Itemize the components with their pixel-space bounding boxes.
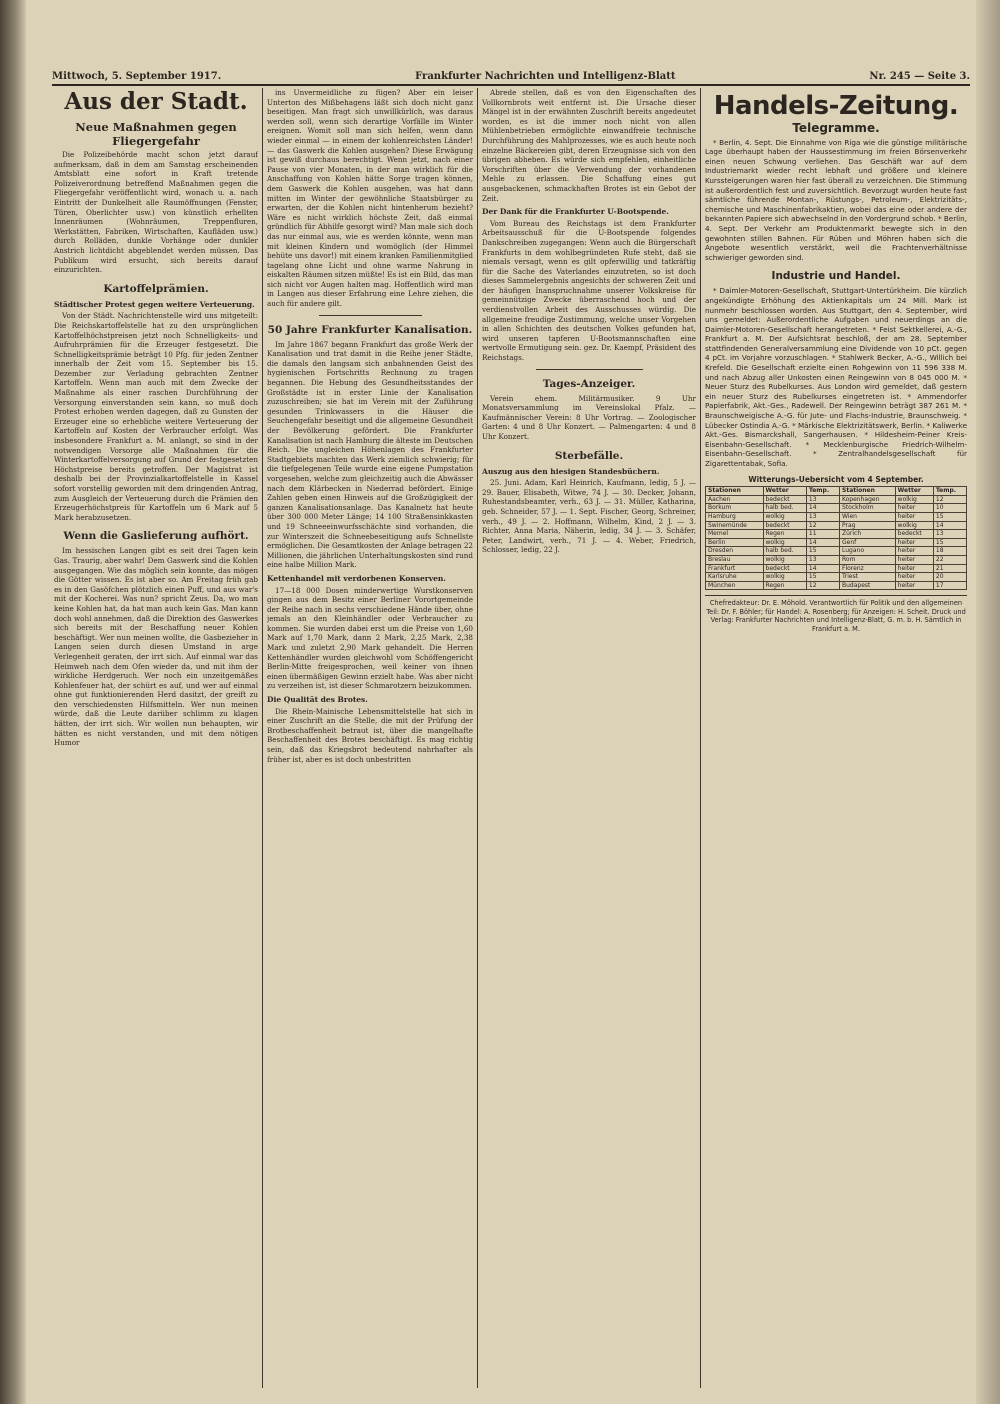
weather-cell: 10 — [933, 504, 966, 513]
weather-cell: heiter — [895, 538, 933, 547]
weather-row — [706, 547, 967, 556]
weather-title: Witterungs-Uebersicht vom 4 September. — [748, 474, 924, 484]
article-subtitle: Auszug aus den hiesigen Standesbüchern. — [482, 466, 660, 476]
weather-cell: München — [706, 581, 764, 590]
weather-cell: 18 — [933, 547, 966, 556]
weather-cell: 22 — [933, 555, 966, 564]
article-title: Die Qualität des Brotes. — [267, 695, 368, 705]
weather-cell: wolkig — [763, 538, 806, 547]
weather-cell: wolkig — [895, 495, 933, 504]
weather-cell: halb bed. — [763, 504, 806, 513]
weather-row — [706, 530, 967, 539]
weather-cell: halb bed. — [763, 547, 806, 556]
weather-row — [706, 504, 967, 513]
weather-cell: heiter — [895, 564, 933, 573]
weather-header-cell: Wetter — [895, 487, 933, 496]
article-title: Kettenhandel mit verdorbenen Konserven. — [267, 573, 446, 583]
weather-cell: 11 — [806, 530, 839, 539]
weather-cell: Prag — [840, 521, 896, 530]
weather-row — [706, 581, 967, 590]
weather-cell: 14 — [933, 521, 966, 530]
column-rule — [477, 88, 478, 1388]
article-text: Im hessischen Langen gibt es seit drei Tagen kein Gas. Traurig, aber wahr! Dem Gaswerk sind die Kohlen ausgegangen. Wie das möglich sein konnte, das mögen die Götter wissen. Es ist aber so. Am Freitag früh gab es in den Gasöfchen plötzlich einen Puff, und aus war's mit der Kocherei. Was nun? spricht Zeus. Da, wo man keine Kohlen hat, da hat man auch kein Gas. Man kann doch wohl annehmen, daß die Direktion des Gaswerkes sich bereits mit der Beschaffung neuer Kohlen beschäftigt. Wer nun meinen wollte, die Gasbezieher in Langen seien durch diesen Umstand in arge Verlegenheit geraten, der irrt sich. Auf einmal war das Heimweh nach dem Ofen wieder da, und mit ihm der wirkliche Herdgeruch. Wer noch ein unzeitgemäßes Kohlenfeuer hat, der schürt es auf, und wer auf einmal ohne gut funktionierenden Herd dasitzt, der greift zu den verschiedensten Hilfsmitteln. Wer nun meinen würde, daß die Leute darüber schlimm zu klagen hätten, der irrt sich. Wir wollen nun behaupten, wir hätten es nicht verstanden, und mit dem nötigen Humor — [54, 546, 258, 748]
weather-cell: heiter — [895, 581, 933, 590]
section-subtitle: Telegramme. — [792, 121, 880, 135]
weather-cell: Breslau — [706, 555, 764, 564]
weather-cell: Stockholm — [840, 504, 896, 513]
article-text: Verein ehem. Militärmusiker. 9 Uhr Monatsversammlung im Vereinslokal Pfalz. — Kaufmännischer Verein: 8 Uhr Vortrag. — Zoologischer Garten: 4 und 8 Uhr Konzert. — Palmengarten: 4 und 8 Uhr Konzert. — [482, 393, 696, 441]
weather-cell: wolkig — [895, 521, 933, 530]
weather-cell: 17 — [933, 581, 966, 590]
weather-header-row — [706, 487, 967, 496]
weather-cell: Rom — [840, 555, 896, 564]
weather-cell: Swinemünde — [706, 521, 764, 530]
separator — [536, 369, 643, 370]
article-title: Kartoffelprämien. — [103, 282, 209, 295]
weather-cell: Wien — [840, 512, 896, 521]
weather-cell: Regen — [763, 581, 806, 590]
column-2 — [267, 88, 473, 1388]
section-heading: Industrie und Handel. — [771, 270, 901, 283]
weather-cell: Hamburg — [706, 512, 764, 521]
weather-row — [706, 573, 967, 582]
weather-cell: 14 — [806, 504, 839, 513]
column-4 — [705, 88, 967, 1388]
weather-row — [706, 564, 967, 573]
article-title: Neue Maßnahmen gegen Fliegergefahr — [75, 120, 237, 148]
weather-header-cell: Stationen — [706, 487, 764, 496]
weather-cell: Regen — [763, 530, 806, 539]
weather-cell: 15 — [933, 512, 966, 521]
article-text: Die Polizeibehörde macht schon jetzt darauf aufmerksam, daß in dem am Samstag erscheinenden Amtsblatt eine sofort in Kraft tretende Polizeiverordnung betreffend Maßnahmen gegen die Fliegergefahr veröffentlicht wird, wonach u. a. nach Eintritt der Dunkelheit alle Raumöffnungen (Fenster, Türen, Oberlichter usw.) von künstlich erhellten Innenräumen (Wohnräumen, Treppenfluren, Werkstätten, Fabriken, Wirtschaften, Kaufläden usw.) durch Rolläden, dunkle Vorhänge oder dunkler Anstrich lichtdicht abgeblendet werden müssen. Das Publikum wird ersucht, sich bereits darauf einzurichten. — [54, 150, 258, 275]
weather-cell: 15 — [806, 573, 839, 582]
weather-cell: Berlin — [706, 538, 764, 547]
weather-cell: bedeckt — [763, 564, 806, 573]
article-title: Der Dank für die Frankfurter U-Bootspende. — [482, 207, 669, 217]
header-masthead: Frankfurter Nachrichten und Intelligenz-Blatt — [415, 71, 676, 82]
weather-cell: Memel — [706, 530, 764, 539]
article-title: Sterbefälle. — [554, 449, 624, 462]
weather-header-cell: Stationen — [840, 487, 896, 496]
weather-row — [706, 538, 967, 547]
weather-cell: 15 — [933, 538, 966, 547]
weather-table — [705, 486, 967, 590]
article-title: Tages-Anzeiger. — [542, 377, 636, 390]
weather-row — [706, 512, 967, 521]
weather-row — [706, 495, 967, 504]
weather-cell: Karlsruhe — [706, 573, 764, 582]
article-title: Wenn die Gaslieferung aufhört. — [63, 530, 249, 543]
page-header — [52, 60, 970, 86]
weather-cell: heiter — [895, 512, 933, 521]
weather-cell: Triest — [840, 573, 896, 582]
weather-cell: Borkum — [706, 504, 764, 513]
article-text: Abrede stellen, daß es von den Eigenschaften des Vollkornbrots weit entfernt ist. Die Ursache dieser Mängel ist in der erwähnten Zuschrift bereits angedeutet worden, es ist die immer noch nicht von allen Mühlenbetrieben ermöglichte einwandfreie technische Durchführung des Mahlprozesses, wie es auch heute noch einzelne Bäckereien gibt, deren Erzeugnisse sich von den übrigen abheben. Es würde sich empfehlen, einheitliche Vorschriften über die Verwendung der vorhandenen Mehle zu erlassen. Die Schaffung eines gut ausgebackenen, schmackhaften Brotes ist ein Gebot der Zeit. — [482, 88, 696, 203]
weather-cell: Florenz — [840, 564, 896, 573]
article-text: Von der Städt. Nachrichtenstelle wird uns mitgeteilt: Die Reichskartoffelstelle hat zu den ursprünglichen Kartoffelhöchstpreisen jetzt noch Schnelligkeits- und Aufruhrprämien für die Erzeuger festgesetzt. Die Schnelligkeitsprämie beträgt 10 Pfg. für jeden Zentner innerhalb der Zeit vom 15. September bis 15. Dezember zur Verladung gebrachten Zentner Kartoffeln. Wenn man auch mit dem Zwecke der Maßnahme als einer raschen Durchführung der Versorgung einverstanden sein kann, so muß doch Protest erhoben werden dagegen, daß zu Gunsten der Erzeuger eine so erhebliche weitere Verteuerung der Kartoffeln auf Kosten der Verbraucher erfolgt. Was insbesondere Frankfurt a. M. anlangt, so sind in der notwendigen Vorsorge alle Maßnahmen für die Winterkartoffelversorgung auf Grund der festgesetzten Höchstpreise bereits getroffen. Der Magistrat ist deshalb bei der Provinzialkartoffelstelle in Kassel sofort vorstellig geworden mit dem dringenden Antrag, zum Ausgleich der Verteuerung durch die Prämien den Erzeugerhöchstpreis für Kartoffeln um 6 Mark auf 5 Mark herabzusetzen. — [54, 311, 258, 522]
weather-cell: 14 — [806, 538, 839, 547]
section-title: Handels-Zeitung. — [713, 91, 959, 121]
column-rule — [700, 88, 701, 1388]
article-text: 17—18 000 Dosen minderwertige Wurstkonserven gingen aus dem Besitz einer Berliner Vorortgemeinde der Reihe nach in sechs verschiedene Hände über, ohne jemals an den Kleinhändler oder Verbraucher zu kommen. Sie wurden dabei erst um die Preise von 1,60 Mark auf 1,70 Mark, dann 2 Mark, 2,25 Mark, 2,38 Mark und zuletzt 2,90 Mark gehandelt. Die Herren Kettenhändler wurden gleichwohl vom Schöffengericht Berlin-Mitte freigesprochen, weil keiner von ihnen einen übermäßigen Gewinn erzielt habe. Was aber nicht zu verzeihen ist, ist dieser Schmarotzern beizukommen. — [267, 585, 473, 691]
article-text: * Daimler-Motoren-Gesellschaft, Stuttgart-Untertürkheim. Die kürzlich angekündigte Erhöhung des Aktienkapitals um 24 Mill. Mark ist nunmehr beschlossen worden. Aus Stuttgart, den 4. September, wird uns gemeldet: Außerordentliche Aufgaben und neuerdings an die Daimler-Motoren-Gesellschaft herangetreten. * Feist Sektkellerei, A.-G., Frankfurt a. M. Der Aufsichtsrat beschloß, der am 28. September stattfindenden Generalversammlung eine Dividende von 10 pCt. gegen 4 pCt. im Vorjahre vorzuschlagen. * Stahlwerk Becker, A.-G., Willich bei Krefeld. Die Gesellschaft erzielte einen Rohgewinn von 11 596 338 M. und nach Abzug aller Unkosten einen Reingewinn von 8 045 000 M. * Neuer Sturz des Rubelkurses. Aus London wird gemeldet, daß gestern ein neuer Sturz des Rubelkurses eingetreten ist. * Ammendorfer Papierfabrik, Akt.-Ges., Radewell. Der Reingewinn beträgt 387 261 M. * Braunschweigische A.-G. für Jute- und Flachs-Industrie, Braunschweig. * Lübecker Ostindia A.-G. * Märkische Elektrizitätswerk, Berlin. * Kaliwerke Akt.-Ges. Bismarckshall, Sangerhausen. * Hildesheim-Peiner Kreis-Eisenbahn-Gesellschaft. * Mecklenburgische Friedrich-Wilhelm-Eisenbahn-Gesellschaft. * Zentralhandelsgesellschaft für Zigarettentabak, Sofia. — [705, 286, 967, 468]
column-3 — [482, 88, 696, 1388]
weather-cell: Budapest — [840, 581, 896, 590]
weather-cell: 13 — [806, 555, 839, 564]
article-text: Die Rhein-Mainische Lebensmittelstelle hat sich in einer Zuschrift an die Stelle, die mit der Prüfung der Brotbeschaffenheit betraut ist, über die mangelhafte Beschaffenheit des Brotes beschäftigt. Es mag richtig sein, daß das Kriegsbrot bedeutend nahrhafter als früher ist, aber es ist doch unbestritten — [267, 706, 473, 764]
article-subtitle: Städtischer Protest gegen weitere Verteuerung. — [54, 299, 255, 309]
weather-cell: bedeckt — [763, 521, 806, 530]
weather-cell: 21 — [933, 564, 966, 573]
weather-cell: wolkig — [763, 555, 806, 564]
column-1 — [54, 88, 258, 1388]
weather-cell: heiter — [895, 504, 933, 513]
article-title: 50 Jahre Frankfurter Kanalisation. — [267, 323, 473, 336]
weather-cell: 12 — [806, 521, 839, 530]
weather-cell: 13 — [806, 512, 839, 521]
weather-row — [706, 521, 967, 530]
weather-header-cell: Temp. — [933, 487, 966, 496]
article-text: ins Unvermeidliche zu fügen? Aber ein leiser Unterton des Mißbehagens läßt sich doch nicht ganz beseitigen. Man fragt sich unwillkürlich, was daraus werden soll, wenn sich derartige Vorfälle im Winter ereignen. Womit soll man sich helfen, wenn dann wieder einmal — in einem der kohlenreichsten Länder! — das Gaswerk die Kohlen ausgehen? Diese Erwägung ist gewiß durchaus berechtigt. Wenn jetzt, nach einer Pause von vier Monaten, in der man wirklich für die Anschaffung von Kohlen hätte Sorge tragen können, dem Gaswerk die Kohlen ausgehen, was hat dann mitten im Winter der gewöhnliche Staatsbürger zu erwarten, der die Kohlen nicht hintenherum bezieht? Wäre es nicht wirklich höchste Zeit, daß einmal gründlich für Abhilfe gesorgt wird? Man male sich doch das nur einmal aus, wie es werden könnte, wenn man mit kleinen Kindern und womöglich (der Himmel behüte uns davor!) mit einem kranken Familienmitglied tagelang ohne Licht und ohne warme Nahrung in eiskalten Räumen sitzen müßte! Es ist ein Bild, das man sich nicht vor Augen halten mag. Hoffentlich wird man in Langen aus dieser Erfahrung eine Lehre ziehen, die auch für andere gilt. — [267, 88, 473, 309]
weather-cell: bedeckt — [763, 495, 806, 504]
weather-cell: 15 — [806, 547, 839, 556]
article-text: * Berlin, 4. Sept. Die Einnahme von Riga wie die günstige militärische Lage überhaupt haben der Haussestimmung im freien Börsenverkehr einen neuen Schwung verliehen. Das Geschäft war auf dem Industriemarkt wieder recht lebhaft und größere und kleinere Kurssteigerungen waren hier fast überall zu verzeichnen. Die Stimmung ist außerordentlich fest und zuversichtlich. Bevorzugt wurden heute fast sämtliche führende Montan-, Rüstungs-, Petroleum-, Elektrizitäts-, chemische und Maschinenfabrikaktien, wobei das eine oder andere der bekannten Papiere sich abwechselnd in den Vordergrund schob. * Berlin, 4. Sept. Der Verkehr am Produktenmarkt bewegte sich in den gewohnten stillen Bahnen. Für Rüben und Möhren haben sich die Angebote wesentlich verstärkt, weil die Frachtenverhältnisse schwieriger geworden sind. — [705, 137, 967, 262]
weather-cell: heiter — [895, 555, 933, 564]
weather-cell: Frankfurt — [706, 564, 764, 573]
weather-cell: Lugano — [840, 547, 896, 556]
weather-cell: 20 — [933, 573, 966, 582]
weather-cell: Zürich — [840, 530, 896, 539]
weather-cell: heiter — [895, 547, 933, 556]
imprint: Chefredakteur: Dr. E. Möhold. Verantwortlich für Politik und den allgemeinen Teil: Dr. F. Böhler; für Handel: A. Rosenberg; für Anzeigen: H. Scheit. Druck und Verlag: Frankfurter Nachrichten und Intelligenz-Blatt, G. m. b. H. Sämtlich in Frankfurt a. M. — [705, 595, 967, 633]
page-gutter — [0, 0, 26, 1404]
section-title: Aus der Stadt. — [64, 88, 248, 115]
weather-cell: wolkig — [763, 573, 806, 582]
column-rule — [262, 88, 263, 1388]
header-issue: Nr. 245 — Seite 3. — [869, 71, 970, 82]
page-edge — [976, 0, 1000, 1404]
weather-header-cell: Temp. — [806, 487, 839, 496]
weather-cell: Dresden — [706, 547, 764, 556]
weather-cell: Kopenhagen — [840, 495, 896, 504]
weather-row — [706, 555, 967, 564]
weather-cell: bedeckt — [895, 530, 933, 539]
weather-body — [706, 495, 967, 590]
weather-header-cell: Wetter — [763, 487, 806, 496]
article-text: Vom Bureau des Reichstags ist dem Frankfurter Arbeitsausschuß für die U-Bootspende folgendes Dankschreiben zugegangen: Wenn auch die Bürgerschaft Frankfurts in dem wohlbegründeten Rufe steht, daß sie niemals versagt, wenn es gilt opferwillig und tatkräftig für die Sache des Vaterlandes einzutreten, so ist doch dieses Sammelergebnis angesichts der schweren Zeit und der häufigen Inanspruchnahme unserer Volkskreise für gemeinnützige Zwecke überraschend hoch und der verdienstvollen Arbeit des Ausschusses würdig. Die allgemeine freudige Zustimmung, welche unser Vorgehen in allen Schichten des deutschen Volkes gefunden hat, wird unseren tapferen U-Bootsmannschaften eine wertvolle Ermutigung sein. gez. Dr. Kaempf, Präsident des Reichstags. — [482, 218, 696, 363]
separator — [319, 315, 422, 316]
weather-cell: 13 — [933, 530, 966, 539]
article-text: 25. Juni. Adam, Karl Heinrich, Kaufmann, ledig, 5 J. — 29. Bauer, Elisabeth, Witwe, 74 J. — 30. Decker, Johann, Ruhestandsbeamter, verh., 63 J. — 31. Müller, Katharina, geb. Schneider, 57 J. — 1. Sept. Fischer, Georg, Schreiner, verh., 49 J. — 2. Hoffmann, Wilhelm, Kind, 2 J. — 3. Richter, Anna Maria, Näherin, ledig, 34 J. — 3. Schäfer, Peter, Landwirt, verh., 71 J. — 4. Weber, Friedrich, Schlosser, ledig, 22 J. — [482, 478, 696, 555]
weather-cell: 14 — [806, 564, 839, 573]
weather-cell: wolkig — [763, 512, 806, 521]
weather-cell: Genf — [840, 538, 896, 547]
header-date: Mittwoch, 5. September 1917. — [52, 71, 222, 82]
weather-cell: 12 — [806, 581, 839, 590]
weather-cell: heiter — [895, 573, 933, 582]
article-text: Im Jahre 1867 begann Frankfurt das große Werk der Kanalisation und trat damit in die Reihe jener Städte, die damals den langsam sich anbahnenden Geist des hygienischen Fortschritts Rechnung zu tragen begannen. Die Hebung des Gesundheitsstandes der Großstädte ist in erster Linie der Kanalisation zuzuschreiben; sie hat im Verein mit der Zuführung gesunden Trinkwassers in die Häuser die Seuchengefahr beseitigt und die allgemeine Gesundheit der Bevölkerung gefördert. Die Frankfurter Kanalisation ist nach Hamburg die älteste im Deutschen Reich. Die ungleichen Höhenlagen des Frankfurter Stadtgebiets machten das Werk ziemlich schwierig; für die tiefgelegenen Teile wurde eine eigene Pumpstation vorgesehen, welche zum gleichzeitig auch die Abwässer nach dem Klärbecken in Niederrad befördert. Einige Zahlen geben einen Hinweis auf die Großzügigkeit der ganzen Kanalisationsanlage. Das Kanalnetz hat heute über 300 000 Meter Länge; 14 100 Straßensinkkasten und 19 Schneeeinwurfsschächte sind vorhanden, die zur Winterszeit die Schneebeseitigung aufs Schnellste ermöglichen. Die Gesamtkosten der Anlage betragen 22 Millionen, die jährlichen Unterhaltungskosten sind rund eine halbe Million Mark. — [267, 339, 473, 570]
weather-cell: Aachen — [706, 495, 764, 504]
weather-cell: 12 — [933, 495, 966, 504]
weather-cell: 13 — [806, 495, 839, 504]
